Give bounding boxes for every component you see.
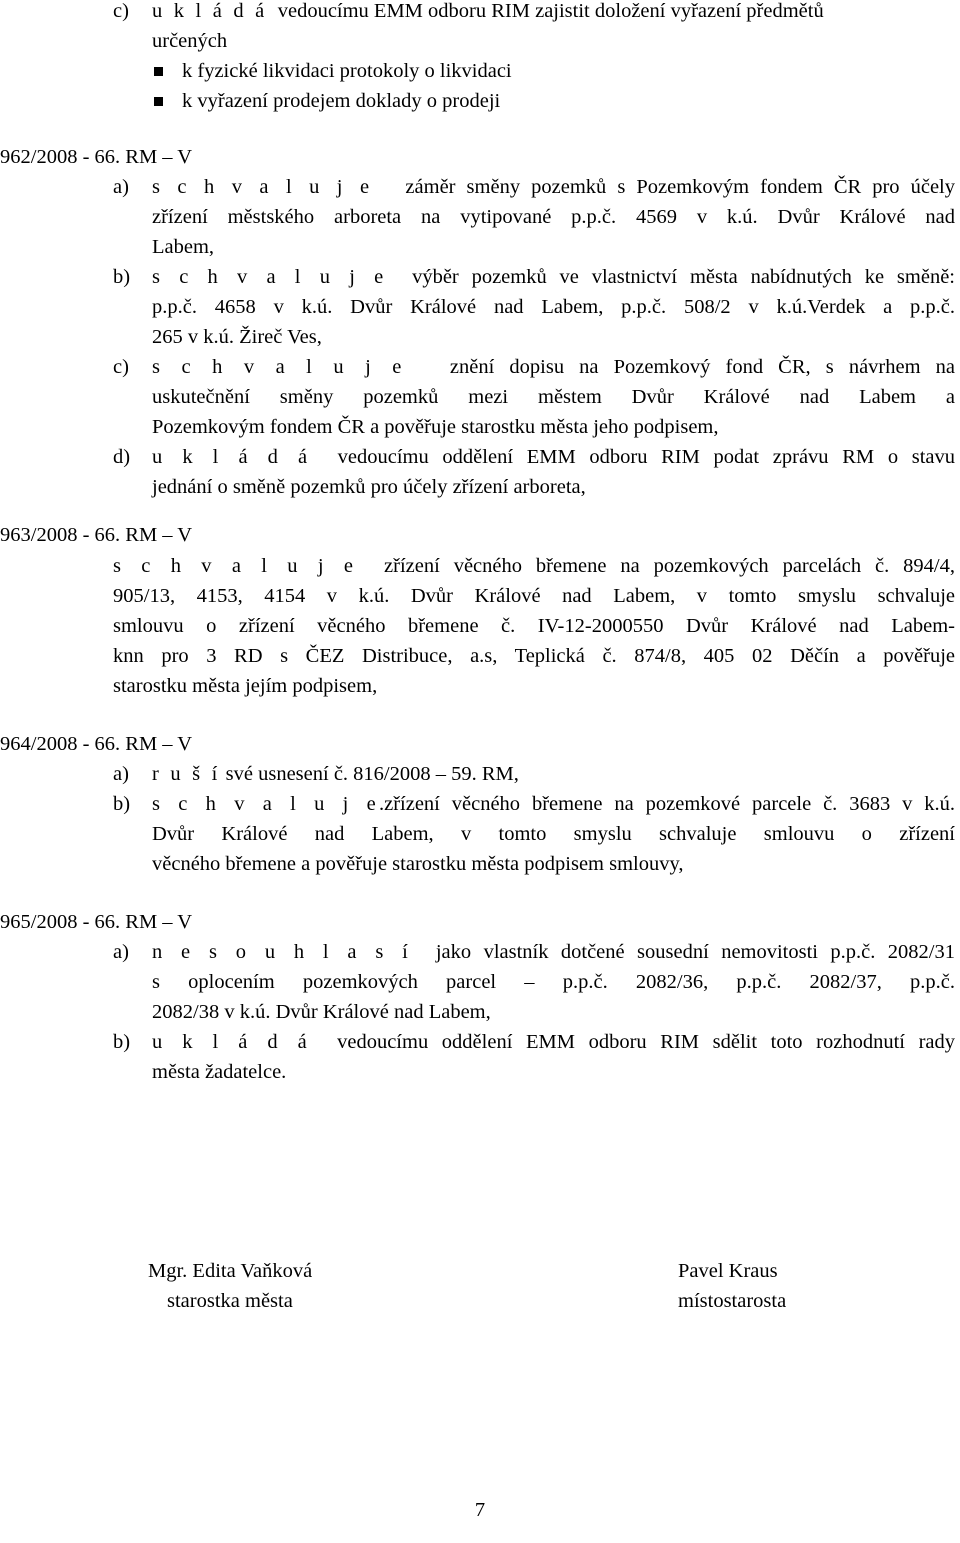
item-text: s c h v a l u j e zřízení věcného břemene na pozemkových parcelách č. 894/4,: [113, 555, 955, 577]
item-label: b): [113, 1031, 131, 1053]
resolution-header: 963/2008 - 66. RM – V: [0, 524, 193, 546]
item-text: města žadatelce.: [152, 1061, 287, 1083]
item-text: uskutečnění směny pozemků mezi městem Dvůr Králové nad Labem a: [152, 386, 955, 408]
signature-left-role: starostka města: [167, 1290, 293, 1312]
resolution-verb: n e s o u h l a s í: [152, 941, 412, 963]
bullet-text: k fyzické likvidaci protokoly o likvidaci: [182, 60, 512, 82]
item-text: smlouvu o zřízení věcného břemene č. IV-12-2000550 Dvůr Králové nad Labem-: [113, 615, 955, 637]
item-text: s c h v a l u j e.zřízení věcného břemene na pozemkové parcele č. 3683 v k.ú.: [152, 793, 955, 815]
item-text: určených: [152, 30, 228, 52]
item-text: jednání o směně pozemků pro účely zřízení arboreta,: [152, 476, 586, 498]
resolution-verb: u k l á d á: [152, 0, 268, 22]
item-text: n e s o u h l a s í jako vlastník dotčené sousední nemovitosti p.p.č. 2082/31: [152, 941, 955, 963]
item-text: zřízení městského arboreta na vytipované p.p.č. 4569 v k.ú. Dvůr Králové nad: [152, 206, 955, 228]
square-bullet-icon: [154, 97, 163, 106]
resolution-header: 964/2008 - 66. RM – V: [0, 733, 193, 755]
resolution-header: 965/2008 - 66. RM – V: [0, 911, 193, 933]
square-bullet-icon: [154, 67, 163, 76]
item-text: s oplocením pozemkových parcel – p.p.č. 2082/36, p.p.č. 2082/37, p.p.č.: [152, 971, 955, 993]
item-text: starostku města jejím podpisem,: [113, 675, 378, 697]
item-label: b): [113, 793, 131, 815]
bullet-text: k vyřazení prodejem doklady o prodeji: [182, 90, 501, 112]
item-label: a): [113, 941, 129, 963]
item-text: u k l á d á vedoucímu oddělení EMM odboru RIM sdělit toto rozhodnutí rady: [152, 1031, 955, 1053]
item-text: r u š í své usnesení č. 816/2008 – 59. RM,: [152, 763, 519, 785]
item-text: věcného břemene a pověřuje starostku města podpisem smlouvy,: [152, 853, 684, 875]
item-label: a): [113, 176, 129, 198]
item-label: c): [113, 356, 129, 378]
item-text: s c h v a l u j e znění dopisu na Pozemkový fond ČR, s návrhem na: [152, 356, 955, 378]
item-text: u k l á d á vedoucímu oddělení EMM odboru RIM podat zprávu RM o stavu: [152, 446, 956, 468]
item-text: p.p.č. 4658 v k.ú. Dvůr Králové nad Labem, p.p.č. 508/2 v k.ú.Verdek a p.p.č.: [152, 296, 955, 318]
signature-right-role: místostarosta: [678, 1290, 787, 1312]
resolution-verb: r u š í: [152, 763, 221, 785]
item-text: Labem,: [152, 236, 215, 258]
resolution-verb: s c h v a l u j e: [152, 176, 373, 198]
item-label: b): [113, 266, 131, 288]
item-text: Dvůr Králové nad Labem, v tomto smyslu schvaluje smlouvu o zřízení: [152, 823, 955, 845]
item-text: 905/13, 4153, 4154 v k.ú. Dvůr Králové nad Labem, v tomto smyslu schvaluje: [113, 585, 955, 607]
item-text: s c h v a l u j e záměr směny pozemků s Pozemkovým fondem ČR pro účely: [152, 176, 955, 198]
resolution-verb: s c h v a l u j e: [152, 793, 379, 815]
resolution-verb: u k l á d á: [152, 446, 311, 468]
item-label: d): [113, 446, 131, 468]
resolution-verb: s c h v a l u j e: [152, 356, 405, 378]
item-text: knn pro 3 RD s ČEZ Distribuce, a.s, Teplická č. 874/8, 405 02 Děčín a pověřuje: [113, 645, 955, 667]
resolution-verb: s c h v a l u j e: [152, 266, 387, 288]
signature-left-name: Mgr. Edita Vaňková: [148, 1260, 313, 1282]
page-number: 7: [474, 1499, 486, 1521]
signature-right-name: Pavel Kraus: [678, 1260, 778, 1282]
item-text: s c h v a l u j e výběr pozemků ve vlastnictví města nabídnutých ke směně:: [152, 266, 955, 288]
item-text: 2082/38 v k.ú. Dvůr Králové nad Labem,: [152, 1001, 491, 1023]
item-text: Pozemkovým fondem ČR a pověřuje starostku města jeho podpisem,: [152, 416, 719, 438]
item-label: c): [113, 0, 129, 22]
resolution-header: 962/2008 - 66. RM – V: [0, 146, 193, 168]
resolution-verb: s c h v a l u j e: [113, 555, 357, 577]
resolution-verb: u k l á d á: [152, 1031, 310, 1053]
item-text: u k l á d á vedoucímu EMM odboru RIM zajistit doložení vyřazení předmětů: [152, 0, 824, 22]
item-label: a): [113, 763, 129, 785]
item-text: 265 v k.ú. Žireč Ves,: [152, 326, 322, 348]
